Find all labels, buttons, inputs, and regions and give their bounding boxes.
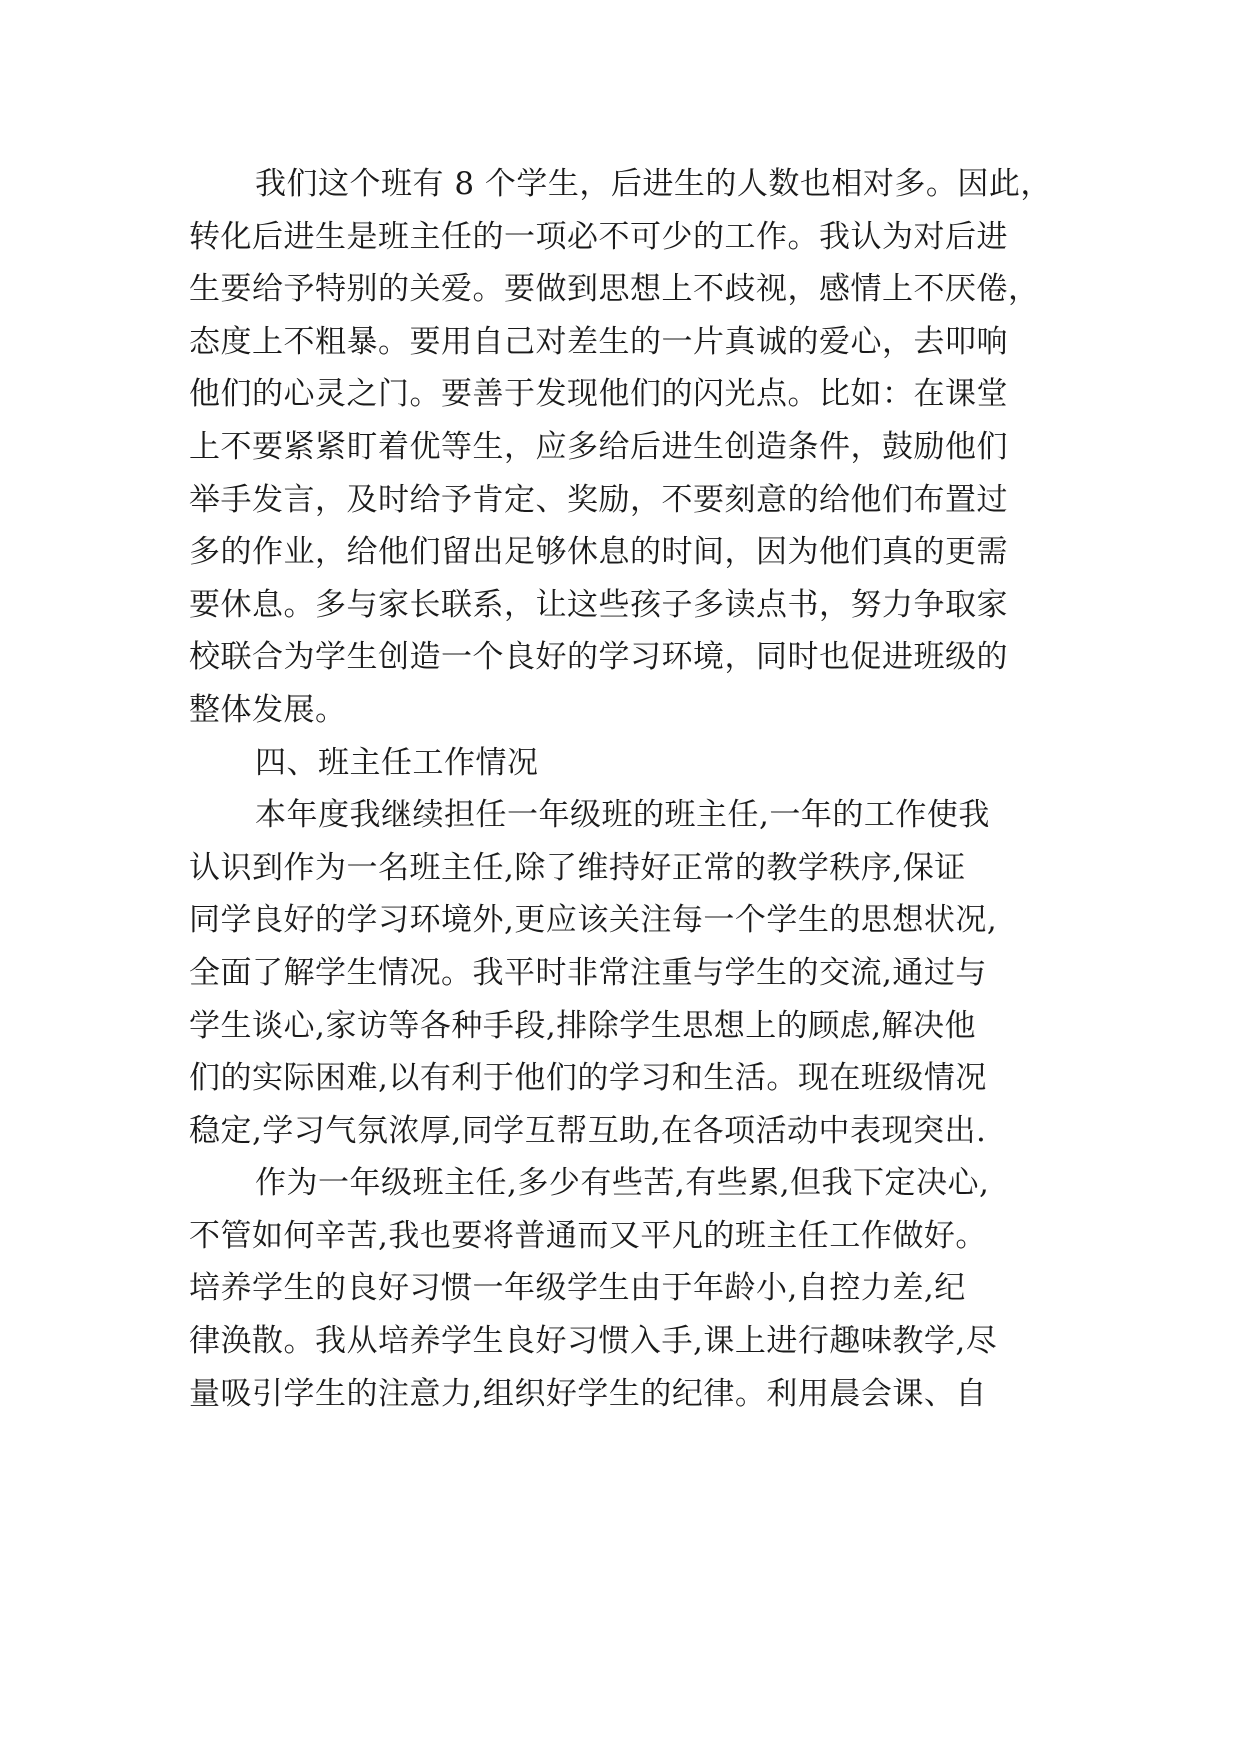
text-line: 律涣散。我从培养学生良好习惯入手,课上进行趣味教学,尽	[189, 1323, 998, 1360]
text-line: 多的作业，给他们留出足够休息的时间，因为他们真的更需	[189, 534, 1008, 571]
text-line: 们的实际困难,以有利于他们的学习和生活。现在班级情况	[189, 1060, 987, 1097]
text-line: 整体发展。	[189, 691, 347, 728]
text-line: 培养学生的良好习惯一年级学生由于年龄小,自控力差,纪	[189, 1270, 966, 1307]
text-line: 他们的心灵之门。要善于发现他们的闪光点。比如：在课堂	[189, 376, 1008, 413]
text-line: 态度上不粗暴。要用自己对差生的一片真诚的爱心，去叩响	[189, 323, 1008, 360]
text-line: 生要给予特别的关爱。要做到思想上不歧视，感情上不厌倦，	[189, 271, 1040, 308]
text-line: 校联合为学生创造一个良好的学习环境，同时也促进班级的	[189, 639, 1008, 676]
text-line: 认识到作为一名班主任,除了维持好正常的教学秩序,保证	[189, 849, 966, 886]
text-line: 本年度我继续担任一年级班的班主任,一年的工作使我	[255, 797, 990, 834]
text-line: 全面了解学生情况。我平时非常注重与学生的交流,通过与	[189, 954, 987, 991]
text-line: 不管如何辛苦,我也要将普通而又平凡的班主任工作做好。	[189, 1217, 987, 1254]
text-line: 稳定,学习气氛浓厚,同学互帮互助,在各项活动中表现突出.	[189, 1112, 987, 1149]
text-line: 上不要紧紧盯着优等生，应多给后进生创造条件，鼓励他们	[189, 428, 1008, 465]
text-line: 作为一年级班主任,多少有些苦,有些累,但我下定决心,	[255, 1165, 990, 1202]
document-body	[189, 158, 1059, 1420]
text-line: 转化后进生是班主任的一项必不可少的工作。我认为对后进	[189, 218, 1008, 255]
text-line: 学生谈心,家访等各种手段,排除学生思想上的顾虑,解决他	[189, 1007, 977, 1044]
text-line: 我们这个班有 8 个学生，后进生的人数也相对多。因此，	[255, 166, 1052, 202]
text-line: 举手发言，及时给予肯定、奖励，不要刻意的给他们布置过	[189, 481, 1008, 518]
text-line: 同学良好的学习环境外,更应该关注每一个学生的思想状况,	[189, 902, 998, 939]
section-heading: 四、班主任工作情况	[255, 744, 539, 781]
text-line: 要休息。多与家长联系，让这些孩子多读点书，努力争取家	[189, 586, 1008, 623]
text-line: 量吸引学生的注意力,组织好学生的纪律。利用晨会课、自	[189, 1375, 987, 1412]
